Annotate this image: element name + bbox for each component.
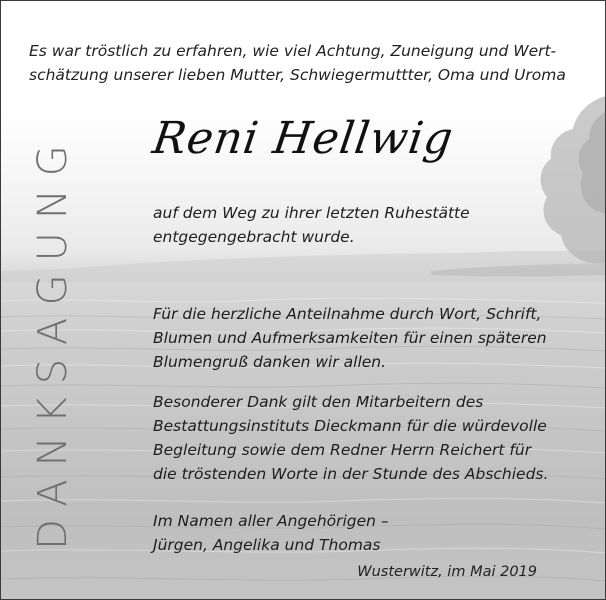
place-date: Wusterwitz, im Mai 2019: [357, 564, 537, 580]
intro-line: schätzung unserer lieben Mutter, Schwiegermuttter, Oma und Uroma: [29, 66, 566, 84]
special-thanks-paragraph: [153, 390, 583, 486]
text-line: Blumengruß danken wir allen.: [153, 353, 387, 371]
text-line: Begleitung sowie dem Redner Herrn Reichert für: [153, 441, 532, 459]
signature-block: [153, 509, 583, 557]
text-line: entgegengebracht wurde.: [153, 228, 355, 246]
text-line: Blumen und Aufmerksamkeiten für einen späteren: [153, 329, 547, 347]
intro-line: Es war tröstlich zu erfahren, wie viel Achtung, Zuneigung und Wert-: [29, 42, 557, 60]
intro-text: [29, 39, 589, 87]
text-line: Im Namen aller Angehörigen –: [153, 512, 389, 530]
text-line: die tröstenden Worte in der Stunde des Abschieds.: [153, 465, 549, 483]
thanks-paragraph: [153, 302, 583, 374]
text-line: Für die herzliche Anteilnahme durch Wort, Schrift,: [153, 305, 542, 323]
after-name-text: [153, 201, 583, 249]
text-line: auf dem Weg zu ihrer letzten Ruhestätte: [153, 204, 470, 222]
danksagung-vertical-title: DANKSAGUNG: [30, 132, 76, 550]
deceased-name: Reni Hellwig: [149, 113, 457, 164]
text-line: Besonderer Dank gilt den Mitarbeitern des: [153, 393, 484, 411]
text-line: Bestattungsinstituts Dieckmann für die würdevolle: [153, 417, 547, 435]
text-line: Jürgen, Angelika und Thomas: [153, 536, 381, 554]
